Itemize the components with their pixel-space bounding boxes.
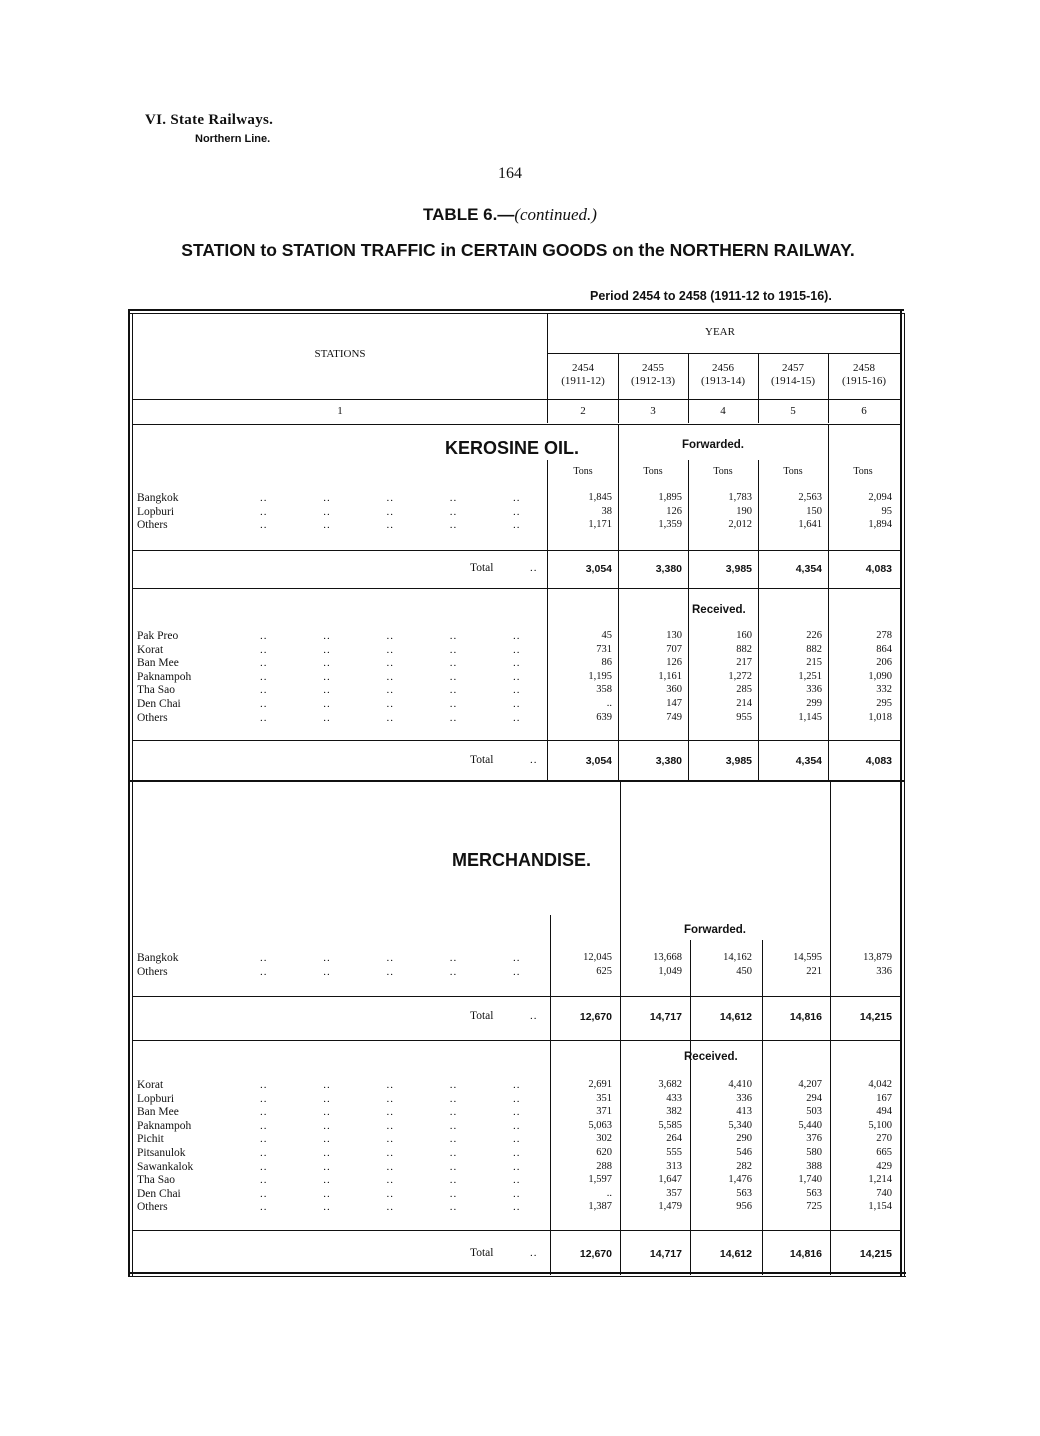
kerosine-received-label: Received. xyxy=(692,604,746,616)
cell-value: 1,214 xyxy=(868,1174,892,1186)
cell-value: 1,641 xyxy=(798,519,822,531)
table-title: STATION to STATION TRAFFIC in CERTAIN GOODS on the NORTHERN RAILWAY. xyxy=(181,240,855,260)
cell-value: .. xyxy=(606,1187,612,1199)
leader-dots: .. .. .. .. .. xyxy=(260,698,521,710)
cell-value: 126 xyxy=(666,657,682,669)
station-name: Tha Sao xyxy=(137,1174,176,1187)
year-ad: (1913-14) xyxy=(701,375,745,387)
year-column-header xyxy=(619,362,687,388)
cell-value: 388 xyxy=(806,1160,822,1172)
cell-value: 13,879 xyxy=(863,952,892,963)
merchandise-received-label: Received. xyxy=(684,1051,738,1063)
leader-dots: .. .. .. .. .. xyxy=(260,1160,521,1173)
total-value: 4,354 xyxy=(795,563,822,575)
cell-value: 1,195 xyxy=(588,670,612,682)
cell-value: 707 xyxy=(666,643,682,655)
cell-value: 1,647 xyxy=(658,1174,682,1186)
year-be: 2454 xyxy=(572,362,594,374)
cell-value: 336 xyxy=(876,965,892,977)
year-ad: (1914-15) xyxy=(771,375,815,387)
year-header: YEAR xyxy=(705,326,735,338)
cell-value: 1,740 xyxy=(798,1174,822,1186)
station-name: Tha Sao xyxy=(137,684,176,697)
kerosine-forwarded-label: Forwarded. xyxy=(682,439,744,451)
leader-dots: .. .. .. .. .. xyxy=(260,1174,521,1187)
leader-dots: .. .. .. .. .. xyxy=(260,505,521,518)
station-name: Lopburi xyxy=(137,1092,175,1105)
leader-dots: .. .. .. .. .. xyxy=(260,1092,521,1105)
column-number: 1 xyxy=(337,405,343,417)
station-name: Lopburi xyxy=(137,505,175,518)
stations-header: STATIONS xyxy=(314,348,366,360)
leader-dots: .. .. .. .. .. xyxy=(260,952,521,964)
total-value: 3,054 xyxy=(585,563,612,575)
leader-dots: .. .. .. .. .. xyxy=(260,965,521,978)
station-name: Paknampoh xyxy=(137,670,192,683)
leader-dots: .. .. .. .. .. xyxy=(260,670,521,683)
station-name: Ban Mee xyxy=(137,1106,179,1119)
cell-value: 270 xyxy=(876,1133,892,1145)
cell-value: 429 xyxy=(876,1160,892,1172)
year-ad: (1912-13) xyxy=(631,375,675,387)
station-name: Den Chai xyxy=(137,1187,181,1200)
cell-value: 14,162 xyxy=(723,952,752,963)
total-label: Total xyxy=(470,1010,494,1022)
cell-value: 290 xyxy=(736,1133,752,1145)
station-name: Paknampoh xyxy=(137,1119,192,1132)
leader-dots: .. xyxy=(530,1010,538,1022)
cell-value: 5,063 xyxy=(588,1119,612,1131)
total-value: 14,215 xyxy=(859,1248,892,1260)
station-name: Pak Preo xyxy=(137,630,179,642)
year-column-header xyxy=(829,362,899,388)
cell-value: 864 xyxy=(876,643,892,655)
station-name: Korat xyxy=(137,1079,164,1091)
year-be: 2455 xyxy=(642,362,664,374)
station-name: Others xyxy=(137,965,168,978)
section-heading: VI. State Railways. xyxy=(145,112,274,128)
cell-value: 5,340 xyxy=(728,1119,752,1131)
station-name: Bangkok xyxy=(137,492,179,504)
cell-value: 167 xyxy=(876,1092,892,1104)
cell-value: 2,012 xyxy=(728,519,752,531)
cell-value: 555 xyxy=(666,1147,682,1158)
cell-value: 360 xyxy=(666,684,682,696)
cell-value: 14,595 xyxy=(793,952,822,963)
cell-value: 3,682 xyxy=(658,1079,682,1090)
cell-value: 1,476 xyxy=(728,1174,752,1186)
cell-value: 1,145 xyxy=(798,711,822,723)
cell-value: 546 xyxy=(736,1147,752,1158)
cell-value: 13,668 xyxy=(653,952,682,963)
year-ad: (1911-12) xyxy=(561,375,605,387)
column-number: 5 xyxy=(790,405,796,417)
cell-value: 278 xyxy=(876,630,892,641)
cell-value: 382 xyxy=(666,1106,682,1118)
merchandise-title: MERCHANDISE. xyxy=(452,850,592,870)
unit-label: Tons xyxy=(853,466,873,477)
total-value: 14,612 xyxy=(719,1248,752,1260)
total-value: 14,717 xyxy=(649,1248,682,1260)
cell-value: 956 xyxy=(736,1201,752,1213)
station-name: Pitsanulok xyxy=(137,1147,186,1159)
station-name: Bangkok xyxy=(137,952,179,964)
total-value: 3,985 xyxy=(725,563,752,575)
total-value: 4,354 xyxy=(795,755,822,767)
total-value: 3,985 xyxy=(725,755,752,767)
cell-value: 749 xyxy=(666,711,682,723)
leader-dots: .. .. .. .. .. xyxy=(260,630,521,642)
cell-value: 294 xyxy=(806,1092,822,1104)
cell-value: 639 xyxy=(596,711,612,723)
cell-value: 494 xyxy=(876,1106,892,1118)
leader-dots: .. .. .. .. .. xyxy=(260,643,521,656)
cell-value: 226 xyxy=(806,630,822,641)
page-number: 164 xyxy=(498,165,522,182)
cell-value: 130 xyxy=(666,630,682,641)
unit-label: Tons xyxy=(783,466,803,477)
cell-value: 299 xyxy=(806,698,822,709)
cell-value: 1,597 xyxy=(588,1174,612,1186)
leader-dots: .. .. .. .. .. xyxy=(260,1133,521,1146)
cell-value: 214 xyxy=(736,698,752,709)
cell-value: 371 xyxy=(596,1106,612,1118)
cell-value: 313 xyxy=(666,1160,682,1172)
cell-value: 1,783 xyxy=(728,492,752,503)
cell-value: 740 xyxy=(876,1187,892,1199)
total-value: 14,717 xyxy=(649,1011,682,1023)
column-number: 6 xyxy=(861,405,867,417)
line-subheading: Northern Line. xyxy=(195,133,271,145)
leader-dots: .. .. .. .. .. xyxy=(260,1079,521,1091)
cell-value: 215 xyxy=(806,657,822,669)
cell-value: 282 xyxy=(736,1160,752,1172)
merchandise-forwarded-label: Forwarded. xyxy=(684,924,746,936)
cell-value: 217 xyxy=(736,657,752,669)
cell-value: 1,845 xyxy=(588,492,612,503)
total-label: Total xyxy=(470,1247,494,1259)
column-number: 4 xyxy=(720,405,726,417)
cell-value: 725 xyxy=(806,1201,822,1213)
table-continued: (continued.) xyxy=(514,205,597,224)
cell-value: 1,090 xyxy=(868,670,892,682)
total-value: 4,083 xyxy=(865,563,892,575)
station-name: Pichit xyxy=(137,1133,164,1146)
leader-dots: .. .. .. .. .. xyxy=(260,1106,521,1119)
station-name: Others xyxy=(137,1201,168,1214)
station-name: Sawankalok xyxy=(137,1160,194,1173)
cell-value: 1,171 xyxy=(588,519,612,531)
leader-dots: .. .. .. .. .. xyxy=(260,1119,521,1132)
cell-value: 4,207 xyxy=(798,1079,822,1090)
cell-value: 285 xyxy=(736,684,752,696)
year-column-header xyxy=(689,362,757,388)
cell-value: 45 xyxy=(601,630,612,641)
cell-value: 12,045 xyxy=(583,952,612,963)
station-name: Ban Mee xyxy=(137,657,179,670)
cell-value: 336 xyxy=(736,1092,752,1104)
cell-value: .. xyxy=(606,698,612,709)
cell-value: 302 xyxy=(596,1133,612,1145)
cell-value: 731 xyxy=(596,643,612,655)
kerosine-title: KEROSINE OIL. xyxy=(445,438,580,458)
cell-value: 126 xyxy=(666,505,682,517)
leader-dots: .. xyxy=(530,562,538,574)
cell-value: 1,161 xyxy=(658,670,682,682)
cell-value: 450 xyxy=(736,965,752,977)
leader-dots: .. .. .. .. .. xyxy=(260,519,521,532)
year-be: 2457 xyxy=(782,362,804,374)
cell-value: 288 xyxy=(596,1160,612,1172)
cell-value: 1,251 xyxy=(798,670,822,682)
cell-value: 1,895 xyxy=(658,492,682,503)
cell-value: 665 xyxy=(876,1147,892,1158)
cell-value: 580 xyxy=(806,1147,822,1158)
cell-value: 5,440 xyxy=(798,1119,822,1131)
cell-value: 5,585 xyxy=(658,1119,682,1131)
year-column-header xyxy=(549,362,617,388)
total-value: 14,612 xyxy=(719,1011,752,1023)
leader-dots: .. .. .. .. .. xyxy=(260,492,521,504)
station-name: Others xyxy=(137,519,168,532)
cell-value: 221 xyxy=(806,965,822,977)
unit-label: Tons xyxy=(573,466,593,477)
total-value: 3,380 xyxy=(655,563,682,575)
station-name: Korat xyxy=(137,643,164,656)
cell-value: 358 xyxy=(596,684,612,696)
leader-dots: .. .. .. .. .. xyxy=(260,1201,521,1214)
cell-value: 206 xyxy=(876,657,892,669)
total-value: 3,054 xyxy=(585,755,612,767)
cell-value: 160 xyxy=(736,630,752,641)
cell-value: 357 xyxy=(666,1187,682,1199)
leader-dots: .. .. .. .. .. xyxy=(260,657,521,670)
cell-value: 95 xyxy=(881,505,892,517)
cell-value: 1,018 xyxy=(868,711,892,723)
cell-value: 1,049 xyxy=(658,965,682,977)
total-value: 12,670 xyxy=(579,1248,612,1260)
year-column-header xyxy=(759,362,827,388)
cell-value: 882 xyxy=(806,643,822,655)
cell-value: 295 xyxy=(876,698,892,709)
year-ad: (1915-16) xyxy=(842,375,886,387)
cell-value: 1,479 xyxy=(658,1201,682,1213)
cell-value: 376 xyxy=(806,1133,822,1145)
table-label xyxy=(0,205,1020,225)
unit-label: Tons xyxy=(643,466,663,477)
leader-dots: .. .. .. .. .. xyxy=(260,1147,521,1159)
cell-value: 413 xyxy=(736,1106,752,1118)
period-caption: Period 2454 to 2458 (1911-12 to 1915-16). xyxy=(590,289,832,303)
unit-label: Tons xyxy=(713,466,733,477)
cell-value: 351 xyxy=(596,1092,612,1104)
total-value: 14,816 xyxy=(789,1011,822,1023)
total-label: Total xyxy=(470,562,494,574)
cell-value: 4,410 xyxy=(728,1079,752,1090)
total-value: 4,083 xyxy=(865,755,892,767)
cell-value: 625 xyxy=(596,965,612,977)
leader-dots: .. .. .. .. .. xyxy=(260,711,521,724)
total-label: Total xyxy=(470,754,494,766)
leader-dots: .. xyxy=(530,1247,538,1259)
cell-value: 563 xyxy=(736,1187,752,1199)
cell-value: 1,387 xyxy=(588,1201,612,1213)
total-value: 14,816 xyxy=(789,1248,822,1260)
cell-value: 2,563 xyxy=(798,492,822,503)
leader-dots: .. .. .. .. .. xyxy=(260,684,521,697)
cell-value: 1,359 xyxy=(658,519,682,531)
column-number: 2 xyxy=(580,405,586,417)
cell-value: 2,094 xyxy=(868,492,892,503)
cell-value: 1,154 xyxy=(868,1201,892,1213)
station-name: Others xyxy=(137,711,168,724)
column-number: 3 xyxy=(650,405,656,417)
cell-value: 336 xyxy=(806,684,822,696)
cell-value: 150 xyxy=(806,505,822,517)
leader-dots: .. .. .. .. .. xyxy=(260,1187,521,1200)
cell-value: 264 xyxy=(666,1133,682,1145)
station-name: Den Chai xyxy=(137,698,181,710)
total-value: 14,215 xyxy=(859,1011,892,1023)
leader-dots: .. xyxy=(530,754,538,766)
cell-value: 955 xyxy=(736,711,752,723)
table-number: TABLE 6.— xyxy=(423,205,515,224)
cell-value: 1,272 xyxy=(728,670,752,682)
year-be: 2456 xyxy=(712,362,734,374)
cell-value: 433 xyxy=(666,1092,682,1104)
cell-value: 563 xyxy=(806,1187,822,1199)
cell-value: 503 xyxy=(806,1106,822,1118)
cell-value: 5,100 xyxy=(868,1119,892,1131)
total-value: 12,670 xyxy=(579,1011,612,1023)
cell-value: 147 xyxy=(666,698,682,709)
cell-value: 190 xyxy=(736,505,752,517)
total-value: 3,380 xyxy=(655,755,682,767)
cell-value: 2,691 xyxy=(588,1079,612,1090)
cell-value: 882 xyxy=(736,643,752,655)
cell-value: 332 xyxy=(876,684,892,696)
year-be: 2458 xyxy=(853,362,875,374)
cell-value: 620 xyxy=(596,1147,612,1158)
cell-value: 86 xyxy=(601,657,612,669)
cell-value: 1,894 xyxy=(868,519,892,531)
cell-value: 38 xyxy=(601,505,612,517)
cell-value: 4,042 xyxy=(868,1079,892,1090)
